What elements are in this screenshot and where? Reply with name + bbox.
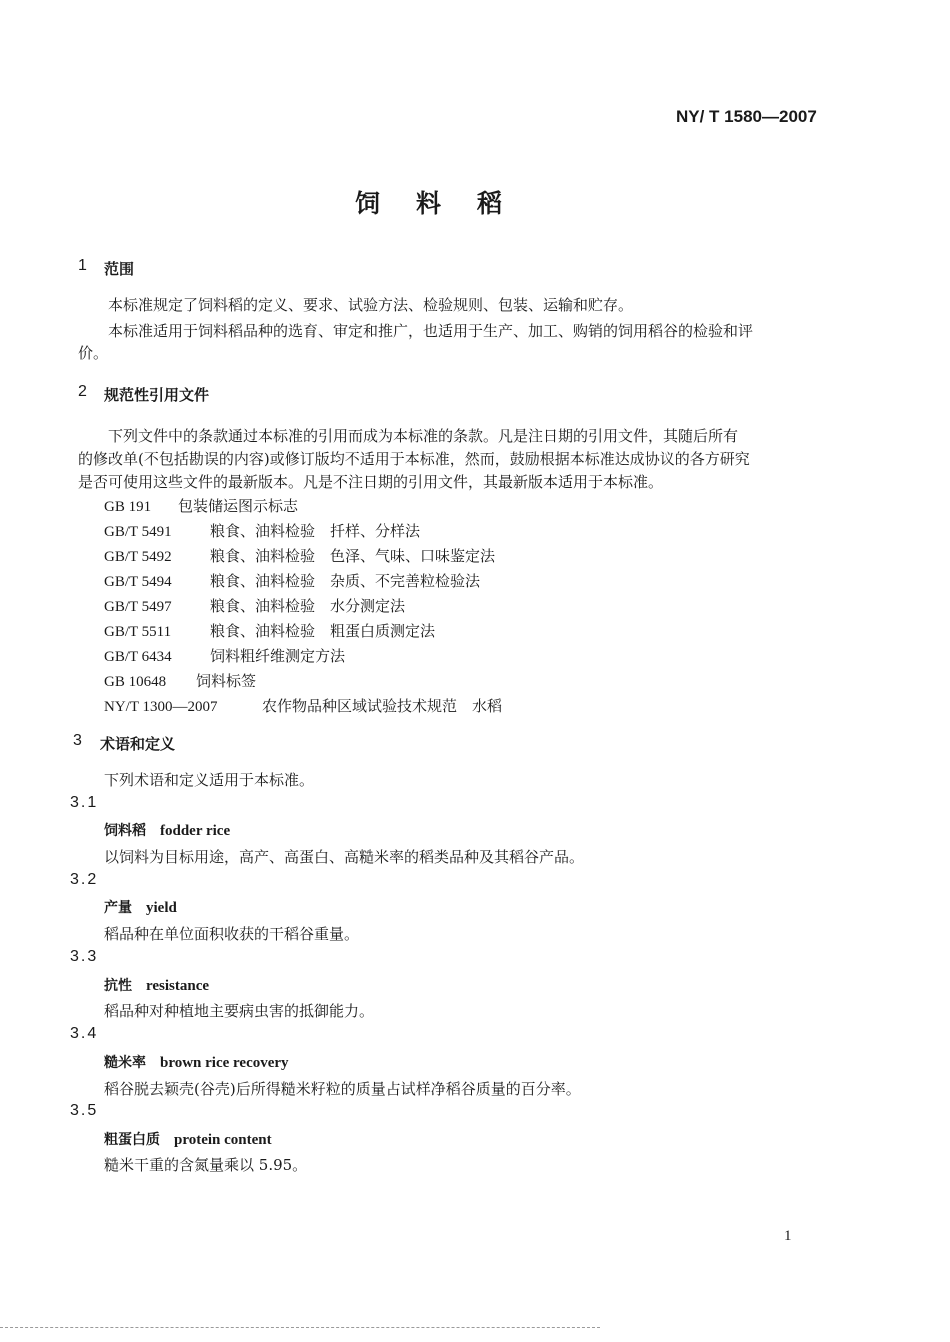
term-definition: 以饲料为目标用途，高产、高蛋白、高糙米率的稻类品种及其稻谷产品。 xyxy=(104,848,585,866)
section-1-paragraph-2: 本标准适用于饲料稻品种的选育、审定和推广，也适用于生产、加工、购销的饲用稻谷的检验和评 xyxy=(108,322,754,340)
scan-edge-divider xyxy=(0,1327,600,1328)
page-number: 1 xyxy=(784,1228,792,1244)
reference-code: NY/T 1300—2007 xyxy=(104,699,218,715)
term-chinese: 产量 xyxy=(104,900,132,916)
reference-code: GB/T 5511 xyxy=(104,624,172,640)
term-definition: 糙米干重的含氮量乘以 5.95。 xyxy=(104,1156,308,1174)
section-2-paragraph-1: 下列文件中的条款通过本标准的引用而成为本标准的条款。凡是注日期的引用文件，其随后所有 xyxy=(108,427,739,445)
term-definition: 稻品种对种植地主要病虫害的抵御能力。 xyxy=(104,1002,375,1020)
term-english: protein content xyxy=(174,1132,272,1148)
section-3-title: 术语和定义 xyxy=(100,735,176,753)
section-2-number: 2 xyxy=(78,383,87,400)
reference-item xyxy=(104,695,502,716)
standard-code: NY/ T 1580—2007 xyxy=(676,107,817,126)
reference-name: 饲料粗纤维测定方法 xyxy=(210,647,346,665)
term-number: 3.1 xyxy=(70,794,99,811)
term-definition: 稻品种在单位面积收获的干稻谷重量。 xyxy=(104,925,360,943)
reference-name: 粮食、油料检验 水分测定法 xyxy=(210,597,406,615)
term-heading xyxy=(104,1052,289,1072)
reference-item xyxy=(104,570,480,591)
section-1-paragraph-2-cont: 价。 xyxy=(78,344,109,362)
section-3-paragraph-1: 下列术语和定义适用于本标准。 xyxy=(104,771,315,789)
reference-name: 农作物品种区域试验技术规范 水稻 xyxy=(262,697,503,715)
reference-code: GB/T 5497 xyxy=(104,599,172,615)
term-number: 3.3 xyxy=(70,948,99,965)
reference-code: GB/T 5491 xyxy=(104,524,172,540)
section-1-number: 1 xyxy=(78,257,87,274)
term-english: fodder rice xyxy=(160,823,231,839)
section-1-title: 范围 xyxy=(104,260,135,278)
reference-code: GB/T 5494 xyxy=(104,574,172,590)
term-number: 3.5 xyxy=(70,1102,99,1119)
reference-item xyxy=(104,545,495,566)
reference-code: GB/T 5492 xyxy=(104,549,172,565)
term-definition: 稻谷脱去颖壳(谷壳)后所得糙米籽粒的质量占试样净稻谷质量的百分率。 xyxy=(104,1080,581,1098)
term-number: 3.4 xyxy=(70,1025,99,1042)
reference-code: GB/T 6434 xyxy=(104,649,172,665)
term-chinese: 糙米率 xyxy=(104,1055,146,1071)
reference-item xyxy=(104,645,345,666)
reference-item xyxy=(104,520,420,541)
term-heading xyxy=(104,975,209,995)
reference-code: GB 10648 xyxy=(104,674,167,690)
section-2-title: 规范性引用文件 xyxy=(104,386,210,404)
term-english: resistance xyxy=(146,978,210,994)
reference-item xyxy=(104,670,256,691)
reference-item xyxy=(104,620,435,641)
term-heading xyxy=(104,820,230,840)
reference-name: 粮食、油料检验 色泽、气味、口味鉴定法 xyxy=(210,547,496,565)
term-english: brown rice recovery xyxy=(160,1055,289,1071)
reference-name: 粮食、油料检验 粗蛋白质测定法 xyxy=(210,622,436,640)
section-3-number: 3 xyxy=(73,732,82,749)
term-number: 3.2 xyxy=(70,871,99,888)
term-heading xyxy=(104,897,177,917)
term-chinese: 饲料稻 xyxy=(104,823,146,839)
reference-code: GB 191 xyxy=(104,499,152,515)
document-title: 饲料稻 xyxy=(354,189,538,218)
term-heading xyxy=(104,1129,272,1149)
reference-name: 粮食、油料检验 扦样、分样法 xyxy=(210,522,421,540)
term-english: yield xyxy=(146,900,177,916)
term-chinese: 抗性 xyxy=(104,978,132,994)
reference-name: 粮食、油料检验 杂质、不完善粒检验法 xyxy=(210,572,481,590)
reference-item xyxy=(104,595,405,616)
reference-item xyxy=(104,495,298,516)
section-2-paragraph-2: 的修改单(不包括勘误的内容)或修订版均不适用于本标准，然而，鼓励根据本标准达成协议的各方研究 xyxy=(78,450,750,468)
reference-name: 饲料标签 xyxy=(196,672,257,690)
section-2-paragraph-3: 是否可使用这些文件的最新版本。凡是不注日期的引用文件，其最新版本适用于本标准。 xyxy=(78,473,664,491)
reference-name: 包装储运图示标志 xyxy=(178,497,299,515)
term-chinese: 粗蛋白质 xyxy=(104,1132,160,1148)
section-1-paragraph-1: 本标准规定了饲料稻的定义、要求、试验方法、检验规则、包装、运输和贮存。 xyxy=(108,296,634,314)
